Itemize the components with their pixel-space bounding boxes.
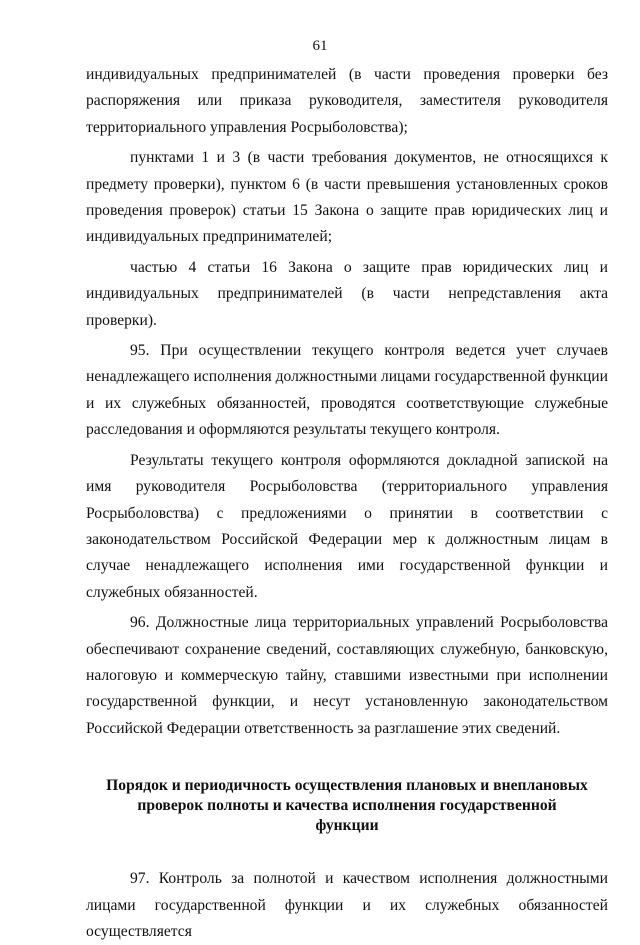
paragraph-96: 96. Должностные лица территориальных управлений Росрыболовства обеспечивают сохранение сведений, составляющих служебную, банковскую, налоговую и коммерческую тайну, ставшими известными при исполнении государственной функции, и несут установленную законодательством Российской Федерации ответственность за разглашение этих сведений. — [86, 614, 608, 737]
paragraph-control-results: Результаты текущего контроля оформляются докладной запиской на имя руководителя Росрыболовства (территориального управления Росрыболовства) с предложениями о принятии в соответствии с законодательством Российской Федерации мер к должностным лицам в случае ненадлежащего исполнения ими государственной функции и служебных обязанностей. — [86, 451, 608, 601]
paragraph-97: 97. Контроль за полнотой и качеством исполнения должностными лицами государственной функции и их служебных обязанностей осуществляется — [86, 870, 608, 940]
paragraph-continuation: индивидуальных предпринимателей (в части проведения проверки без распоряжения или приказа руководителя, заместителя руководителя территориального управления Росрыболовства); — [86, 66, 608, 136]
paragraph-95: 95. При осуществлении текущего контроля ведется учет случаев ненадлежащего исполнения должностными лицами государственной функции и их служебных обязанностей, проводятся соответствующие служебные расследования и оформляются результаты текущего контроля. — [86, 342, 608, 439]
document-body — [86, 62, 608, 945]
paragraph-list-item-1: пунктами 1 и 3 (в части требования документов, не относящихся к предмету проверки), пунктом 6 (в части превышения установленных сроков проведения проверок) статьи 15 Закона о защите прав юридических лиц и индивидуальных предпринимателей; — [86, 149, 608, 246]
section-heading: Порядок и периодичность осуществления плановых и внеплановых проверок полноты и качества исполнения государственной функции — [106, 777, 588, 835]
paragraph-list-item-2: частью 4 статьи 16 Закона о защите прав юридических лиц и индивидуальных предпринимателей (в части непредставления акта проверки). — [86, 258, 608, 329]
page-number: 61 — [312, 38, 328, 54]
